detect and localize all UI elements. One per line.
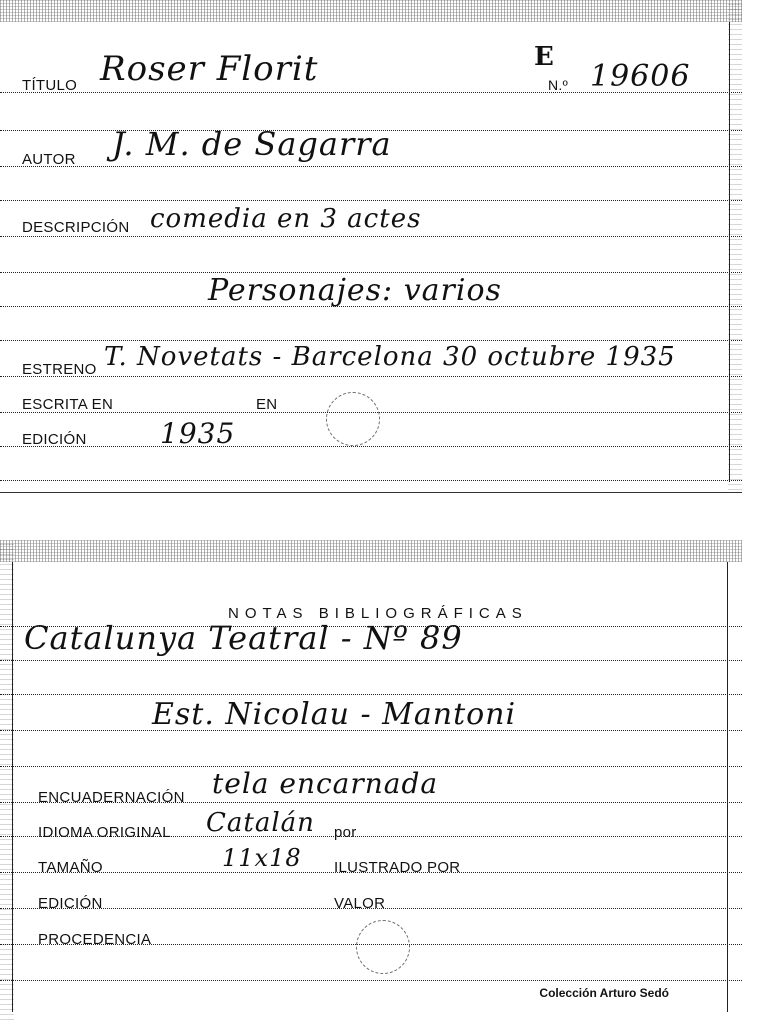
numero-label: N.º: [548, 77, 569, 93]
idioma-value: Catalán: [206, 808, 315, 838]
rule: [0, 480, 742, 481]
collection-footer: Colección Arturo Sedó: [539, 986, 669, 1000]
scan-noise-top: [0, 0, 742, 22]
por-label: por: [334, 824, 357, 841]
escrita-label: ESCRITA EN: [22, 396, 114, 413]
card-separator: [0, 492, 742, 493]
rule: [0, 376, 742, 377]
rule: [0, 660, 742, 661]
scan-noise-top: [0, 540, 742, 562]
edicion-value: 1935: [160, 417, 236, 450]
tamano-value: 11x18: [222, 844, 302, 872]
notas-heading: NOTAS BIBLIOGRÁFICAS: [228, 605, 528, 622]
autor-value: J. M. de Sagarra: [112, 125, 392, 163]
rule: [0, 340, 742, 341]
procedencia-label: PROCEDENCIA: [38, 931, 152, 948]
en-label: EN: [256, 396, 278, 413]
rule: [0, 236, 742, 237]
rule: [0, 694, 742, 695]
rule: [0, 200, 742, 201]
ilustrado-label: ILUSTRADO POR: [334, 859, 461, 876]
numero-value: 19606: [590, 59, 691, 94]
titulo-value: Roser Florit: [100, 49, 319, 89]
valor-label: VALOR: [334, 895, 386, 912]
scan-noise-right: [728, 0, 742, 490]
descripcion-label: DESCRIPCIÓN: [22, 219, 130, 236]
catalog-card-front: [0, 0, 742, 490]
autor-label: AUTOR: [22, 151, 76, 168]
card-right-border: [729, 22, 730, 482]
estreno-label: ESTRENO: [22, 361, 97, 378]
rule: [0, 980, 742, 981]
encuadernacion-label: ENCUADERNACIÓN: [38, 789, 185, 806]
idioma-label: IDIOMA ORIGINAL: [38, 824, 171, 841]
punch-hole-mark: [356, 920, 410, 974]
personajes-value: Personajes: varios: [208, 273, 502, 308]
rule: [0, 446, 742, 447]
rule: [0, 166, 742, 167]
edicion2-label: EDICIÓN: [38, 895, 103, 912]
punch-hole-mark: [326, 392, 380, 446]
note-line-1: Catalunya Teatral - Nº 89: [24, 619, 463, 657]
titulo-label: TÍTULO: [22, 77, 78, 94]
tamano-label: TAMAÑO: [38, 859, 103, 876]
encuadernacion-value: tela encarnada: [212, 767, 439, 800]
note-line-2: Est. Nicolau - Mantoni: [152, 697, 517, 732]
number-mark: E: [534, 42, 555, 72]
edicion-label: EDICIÓN: [22, 431, 87, 448]
descripcion-value: comedia en 3 actes: [150, 204, 422, 234]
estreno-value: T. Novetats - Barcelona 30 octubre 1935: [104, 342, 676, 372]
